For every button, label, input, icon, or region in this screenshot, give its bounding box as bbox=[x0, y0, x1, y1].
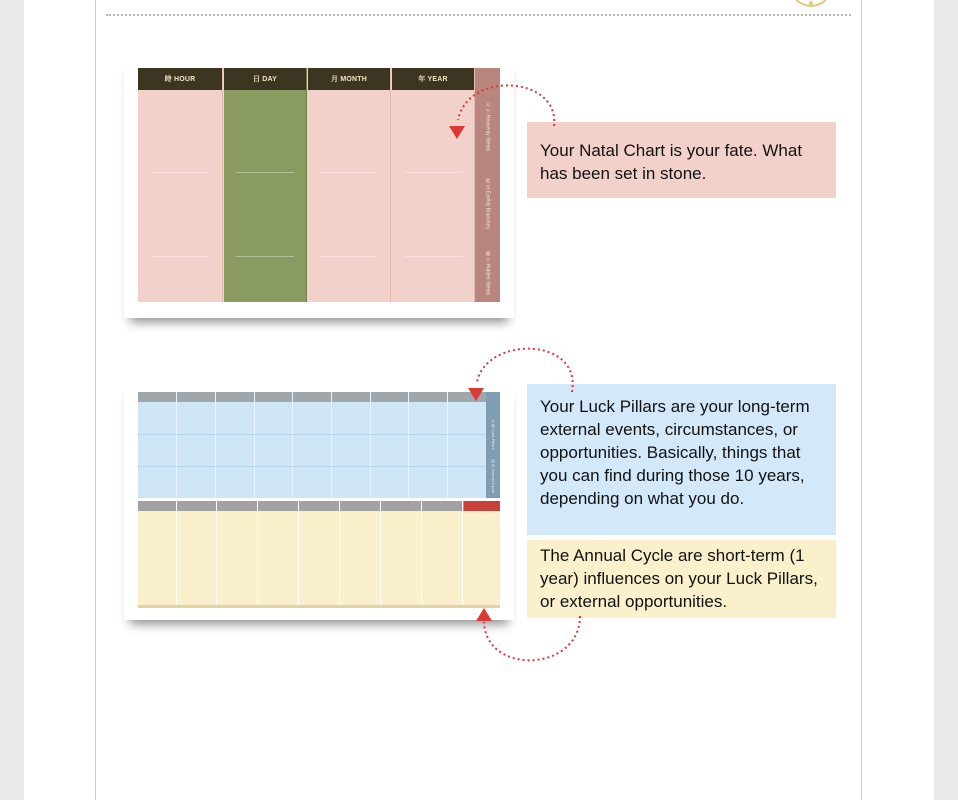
luck-side-bar bbox=[486, 392, 500, 498]
header-divider bbox=[106, 14, 851, 16]
annual-cycle-grid bbox=[138, 501, 500, 608]
luck-pillars-callout: Your Luck Pillars are your long-term external events, circumstances, or opportunities. Basically, things that you can find during those 10 years, depending on what you do. bbox=[527, 384, 836, 535]
right-margin bbox=[934, 0, 958, 800]
earthly-branches-label: 地 支 Earthly Branches bbox=[484, 177, 491, 229]
left-margin bbox=[0, 0, 24, 800]
hour-header: 時 HOUR bbox=[138, 68, 222, 90]
luck-header-row bbox=[138, 392, 486, 402]
day-pillar bbox=[224, 68, 307, 302]
heavenly-stems-label: 天 干 Heavenly Stems bbox=[484, 102, 491, 152]
natal-chart-image bbox=[124, 56, 514, 318]
annual-cycle-callout: The Annual Cycle are short-term (1 year) influences on your Luck Pillars, or external opportunities. bbox=[527, 540, 836, 618]
natal-chart bbox=[138, 68, 500, 302]
annual-highlight-cell bbox=[464, 501, 500, 511]
luck-pillars-side-label: 大 運 Luck Pillars bbox=[491, 418, 496, 450]
month-header: 月 MONTH bbox=[308, 68, 390, 90]
hour-pillar bbox=[138, 68, 223, 302]
logo-icon bbox=[788, 0, 834, 9]
luck-pillars-grid bbox=[138, 392, 500, 498]
natal-side-labels bbox=[475, 68, 500, 302]
year-pillar bbox=[392, 68, 475, 302]
year-header: 年 YEAR bbox=[392, 68, 474, 90]
annual-cycle-side-label: 流 年 Annual Cycle bbox=[491, 459, 496, 493]
luck-pillars-image bbox=[124, 380, 514, 620]
annual-header-row bbox=[138, 501, 500, 511]
day-header: 日 DAY bbox=[224, 68, 306, 90]
natal-chart-callout: Your Natal Chart is your fate. What has been set in stone. bbox=[527, 122, 836, 198]
month-pillar bbox=[308, 68, 391, 302]
hidden-stems-label: 藏 干 Hidden Stems bbox=[484, 250, 491, 296]
